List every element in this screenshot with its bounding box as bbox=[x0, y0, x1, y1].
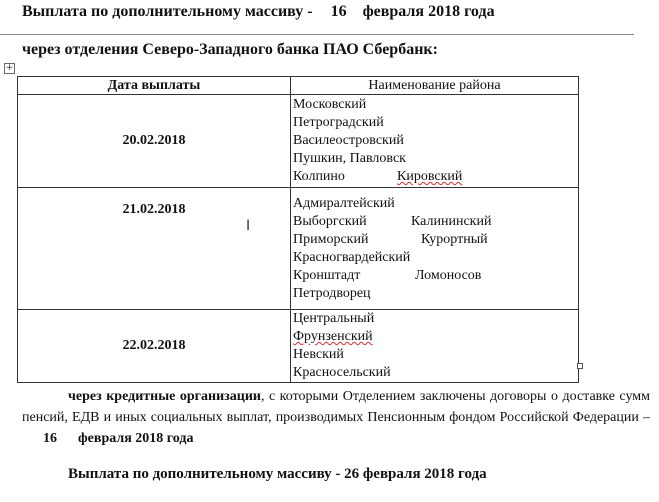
district: Петродворец bbox=[293, 285, 371, 301]
district: Приморский bbox=[293, 231, 369, 247]
paragraph-bold-start: через кредитные организации bbox=[68, 389, 261, 404]
district: Ломоносов bbox=[415, 267, 482, 283]
paragraph-day: 16 bbox=[43, 431, 57, 446]
district-cell bbox=[291, 95, 579, 188]
payment-date-cell: 21.02.2018 bbox=[18, 188, 291, 310]
district: Выборгский bbox=[293, 213, 367, 229]
heading-prefix: Выплата по дополнительному массиву - bbox=[22, 3, 313, 20]
table-resize-handle[interactable] bbox=[577, 363, 583, 369]
district: Красногвардейский bbox=[293, 249, 411, 265]
district: Калининский bbox=[411, 213, 492, 229]
table-move-handle-icon[interactable]: + bbox=[5, 63, 14, 73]
district: Фрунзенский bbox=[293, 329, 373, 344]
header-date: Дата выплаты bbox=[18, 77, 291, 95]
district: Невский bbox=[293, 347, 344, 362]
payment-date-cell: 20.02.2018 bbox=[18, 95, 291, 188]
table-row bbox=[18, 310, 579, 383]
payment-date-cell: 22.02.2018 bbox=[18, 310, 291, 383]
district: Кронштадт bbox=[293, 267, 361, 283]
heading-sberbank: через отделения Северо-Западного банка ПАО Сбербанк: bbox=[22, 41, 438, 58]
credit-org-paragraph bbox=[22, 386, 650, 449]
text-cursor-icon: I bbox=[246, 218, 251, 234]
table-header-row bbox=[18, 77, 579, 95]
heading-payment-date-26: Выплата по дополнительному массиву - 26 февраля 2018 года bbox=[68, 466, 487, 482]
district: Кировский bbox=[397, 169, 463, 184]
district: Адмиралтейский bbox=[293, 195, 395, 211]
district: Красносельский bbox=[293, 365, 391, 380]
district: Пушкин, Павловск bbox=[293, 151, 406, 166]
district-cell bbox=[291, 310, 579, 383]
horizontal-rule bbox=[0, 34, 634, 35]
heading-month-year: февраля 2018 года bbox=[362, 3, 495, 20]
district: Центральный bbox=[293, 311, 375, 326]
table-row bbox=[18, 95, 579, 188]
paragraph-text: , с которыми Отделением заключены договоры о доставке сумм пенсий, ЕДВ и иных социальных выплат, производимых Пенсионным фондом Российской Федерации – bbox=[22, 389, 650, 425]
heading-day: 16 bbox=[330, 3, 347, 20]
schedule-table bbox=[17, 76, 579, 383]
paragraph-month-year: февраля 2018 года bbox=[78, 431, 194, 446]
district-cell bbox=[291, 188, 579, 310]
table-row bbox=[18, 188, 579, 310]
district: Петроградский bbox=[293, 115, 384, 130]
district: Василеостровский bbox=[293, 133, 404, 148]
district: Курортный bbox=[421, 231, 488, 247]
heading-payment-date bbox=[22, 3, 495, 21]
district: Московский bbox=[293, 97, 367, 112]
district: Колпино bbox=[293, 169, 345, 184]
header-district: Наименование района bbox=[291, 77, 579, 95]
